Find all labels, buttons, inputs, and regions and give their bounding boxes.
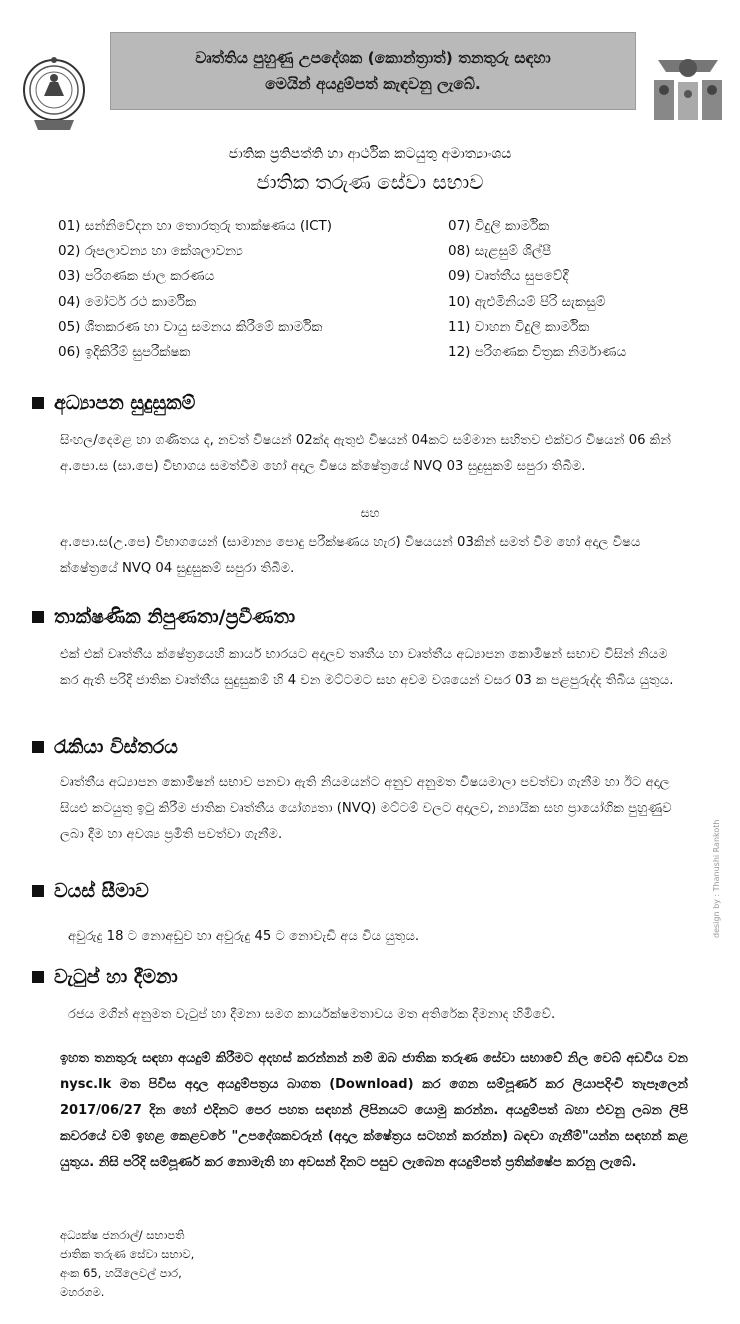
education-heading: අධ්‍යාපන සුදුසුකම් bbox=[32, 392, 195, 414]
address-line: අධ්‍යක්ෂ ජනරාල්/ සභාපති bbox=[60, 1228, 185, 1242]
list-item: 03) පරිගණක ජාල කරණය bbox=[58, 268, 215, 285]
technical-heading: තාක්ෂණික නිපුණතා/ප්‍රවීණතා bbox=[32, 606, 295, 628]
fields-list-right bbox=[448, 214, 626, 365]
list-item: 08) සැළසුම් ශිල්පී bbox=[448, 243, 552, 260]
job-heading: රැකියා විස්තරය bbox=[32, 736, 178, 758]
salary-heading: වැටුප් හා දීමනා bbox=[32, 966, 178, 988]
address-line: මහරගම. bbox=[60, 1285, 105, 1299]
list-item: 05) ශීතකරණ හා වායු සමනය කිරීමේ කාර්මික bbox=[58, 318, 323, 335]
sri-lanka-emblem-icon bbox=[20, 54, 88, 138]
design-credit: design by : Thanushi Rankoth bbox=[712, 819, 721, 938]
education-para-1: සිංහල/දෙමළ හා ගණිතය ද, නවත් විෂයන් 02ක්ද ඇතුළු විෂයන් 04කට සම්මාන සහිතව එක්වර විෂයන් 06 කින් අ.පො.ස (සා.පෙ) විභාගය සමත්වීම හෝ අදාල විෂය ක්ෂේත්‍රයේ NVQ 03 සුදුසුකම් සපුරා තිබීම. bbox=[60, 433, 672, 474]
council-name: ජාතික තරුණ සේවා සභාව bbox=[256, 170, 484, 194]
list-item: 07) විදුලි කාර්මික bbox=[448, 218, 550, 234]
age-heading: වයස් සීමාව bbox=[32, 880, 149, 902]
fields-list-left bbox=[58, 214, 332, 365]
age-para: අවුරුදු 18 ට නොඅඩුව හා අවුරුදු 45 ට නොවැඩි අය විය යුතුය. bbox=[68, 929, 420, 944]
list-item: 04) මෝටර් රථ කාර්මික bbox=[58, 293, 197, 310]
education-para-2: අ.පො.ස(උ.පෙ) විභාගයෙන් (සාමාන්‍ය පොදු පරීක්ෂණය හැර) විෂයයන් 03කින් සමත් වීම හෝ අදාල විෂය ක්ෂේත්‍රයේ NVQ 04 සුදුසුකම් සපුරා තිබීම. bbox=[60, 535, 641, 576]
bullet-square-icon bbox=[32, 397, 44, 409]
title-line-2: මෙයින් අයදුම්පත් කැඳවනු ලැබේ. bbox=[265, 75, 481, 93]
ministry-name: ජාතික ප්‍රතිපත්ති හා ආර්ථික කටයුතු අමාත්‍යාංශය bbox=[228, 146, 512, 162]
list-item: 12) පරිගණක චිත්‍රක නිර්මාණය bbox=[448, 343, 627, 360]
nysc-logo-icon bbox=[648, 50, 728, 128]
bullet-square-icon bbox=[32, 741, 44, 753]
list-item: 01) සන්නිවේදන හා තොරතුරු තාක්ෂණය (ICT) bbox=[58, 218, 333, 234]
salary-para: රජය මගින් අනුමත වැටුප් හා දීමනා සමග කාර්යක්ෂමතාවය මත අතිරේක දීමනාද හිමිවේ. bbox=[68, 1007, 556, 1022]
application-notice: ඉහත තනතුරු සඳහා අයදුම් කිරීමට අදහස් කරන්නන් නම් ඔබ ජාතික තරුණ සේවා සභාවේ නිල වෙබ් අඩවිය වන nysc.lk මත පිවිස අදාල අයදුම්පත්‍රය බාගත (Download) කර ගෙන සම්පූර්ණ කර ලියාපදිංචි තැපෑලෙන් 2017/06/27 දින හෝ එදිනට පෙර පහත සඳහන් ලිපිනයට යොමු කරන්න. අයදුම්පත් බහා එවනු ලබන ලිපි කවරයේ වම් ඉහළ කෙළවරේ "උපදේශකවරුන් (අදාල ක්ෂේත්‍රය සටහන් කරන්න) බඳවා ගැනීම්"යන්න සඳහන් කළ යුතුය. නිසි පරිදි සම්පූර්ණ කර නොමැති හා අවසන් දිනට පසුව ලැබෙන අයදුම්පත් ප්‍රතික්ෂේප කරනු ලැබේ. bbox=[60, 1051, 688, 1170]
list-item: 09) වෘත්තීය සුපවේදී bbox=[448, 268, 569, 285]
bullet-square-icon bbox=[32, 611, 44, 623]
list-item: 06) ඉදිකිරීම් සුපරීක්ෂක bbox=[58, 343, 191, 360]
address-line: අංක 65, හයිලෙවල් පාර, bbox=[60, 1266, 182, 1280]
address-block bbox=[60, 1226, 194, 1302]
title-banner bbox=[110, 32, 636, 110]
and-text: සහ bbox=[360, 505, 380, 520]
title-line-1: වෘත්තිය පුහුණු උපදේශක (කොන්ත්‍රාත්) තනතුරු සඳහා bbox=[195, 49, 551, 67]
job-para: වෘත්තීය අධ්‍යාපන කොමිෂන් සභාව පනවා ඇති නියමයන්ට අනුව අනුමත විෂයමාලා පවත්වා ගැනීම හා ඊට අදාල සියළු කටයුතු ඉටු කිරීම ජාතික වෘත්තීය යෝග්‍යතා (NVQ) මට්ටම් වලට අදාලව, න්‍යායික සහ ප්‍රායෝගික පුහුණුව ලබා දීම හා අවශ්‍ය ප්‍රමිති පවත්වා ගැනීම. bbox=[60, 775, 672, 842]
list-item: 10) ඇළුමිනියම් පිරි සැකසුම් bbox=[448, 293, 606, 310]
bullet-square-icon bbox=[32, 971, 44, 983]
bullet-square-icon bbox=[32, 885, 44, 897]
list-item: 02) රූපලාවන්‍ය හා කේශලාවන්‍ය bbox=[58, 243, 243, 260]
list-item: 11) වාහන විදුලි කාර්මික bbox=[448, 318, 590, 335]
address-line: ජාතික තරුණ සේවා සභාව, bbox=[60, 1247, 195, 1261]
technical-para: එක් එක් වෘත්තීය ක්ෂේත්‍රයෙහි කාර්ය භාරයට අදාලව තෘතීය හා වෘත්තීය අධ්‍යාපන කොමිෂන් සභාව විසින් නියම කර ඇති පරිදි ජාතික වෘත්තීය සුදුසුකම් හි 4 වන මට්ටමට සහ අවම වශයෙන් වසර 03 ක පළපුරුද්ද තිබිය යුතුය. bbox=[60, 647, 674, 688]
